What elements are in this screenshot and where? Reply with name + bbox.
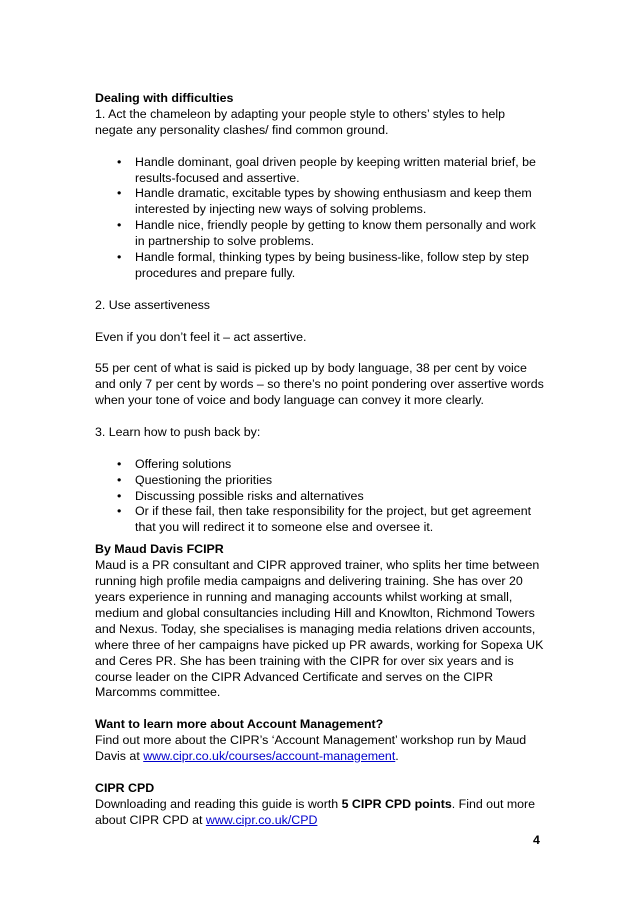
chameleon-intro: 1. Act the chameleon by adapting your people style to others’ styles to help negate any personality clashes/ find common ground.	[95, 106, 506, 137]
list-item: • Handle dominant, goal driven people by keeping written material brief, be results-focused and assertive.	[117, 154, 536, 185]
push-back-title: 3. Learn how to push back by:	[95, 424, 261, 439]
cpd-points: 5 CIPR CPD points	[341, 796, 452, 811]
cpd-paragraph: Downloading and reading this guide is worth 5 CIPR CPD points. Find out more about CIPR CPD at www.cipr.co.uk/CPD	[95, 796, 536, 827]
bullet-icon: •	[117, 218, 122, 233]
assertiveness-line: Even if you don’t feel it – act assertive.	[95, 329, 307, 344]
body-language-paragraph: 55 per cent of what is said is picked up by body language, 38 per cent by voice and only 7 per cent by words – so there’s no point pondering over assertive words when your tone of voice and body language can convey it more clearly.	[95, 361, 544, 408]
list-item: • Handle dramatic, excitable types by showing enthusiasm and keep them interested by injecting new ways of solving problems.	[117, 186, 532, 217]
bullet-icon: •	[117, 488, 122, 503]
author-bio: Maud is a PR consultant and CIPR approved trainer, who splits her time between running high profile media campaigns and delivering training. She has over 20 years experience in running and managing accounts whilst working at small, medium and global consultancies including Hill and Knowlton, Richmond Towers and Nexus. Today, she specialises is managing media relations driven accounts, where three of her campaigns have picked up PR awards, working for Sopexa UK and Ceres PR. She has been training with the CIPR for over six years and is course leader on the CIPR Advanced Certificate and serves on the CIPR Marcomms committee.	[95, 558, 544, 700]
style-bullet-list	[95, 155, 545, 282]
list-item: • Or if these fail, then take responsibility for the project, but get agreement that you will redirect it to someone else and oversee it.	[117, 504, 532, 535]
assertiveness-title: 2. Use assertiveness	[95, 297, 211, 312]
bullet-icon: •	[117, 472, 122, 487]
list-item: • Offering solutions	[117, 456, 232, 471]
section-heading-difficulties: Dealing with difficulties	[95, 91, 234, 105]
bullet-icon: •	[117, 186, 122, 201]
cpd-link[interactable]: www.cipr.co.uk/CPD	[205, 812, 318, 827]
list-item: • Handle nice, friendly people by getting to know them personally and work in partnership to solve problems.	[117, 218, 536, 249]
document-page	[95, 91, 545, 829]
learn-more-paragraph: Find out more about the CIPR’s ‘Account Management’ workshop run by Maud Davis at www.cipr.co.uk/courses/account-management.	[95, 733, 527, 764]
cpd-heading: CIPR CPD	[95, 780, 155, 795]
author-heading: By Maud Davis FCIPR	[95, 542, 224, 557]
bullet-icon: •	[117, 456, 122, 471]
bullet-icon: •	[117, 250, 122, 265]
list-item: • Handle formal, thinking types by being business-like, follow step by step procedures and prepare fully.	[117, 250, 529, 280]
bullet-icon: •	[117, 504, 122, 519]
push-back-bullet-list	[95, 457, 545, 537]
account-management-link[interactable]: www.cipr.co.uk/courses/account-management	[143, 749, 396, 764]
list-item: • Questioning the priorities	[117, 472, 273, 487]
list-item: • Discussing possible risks and alternatives	[117, 488, 364, 503]
learn-more-heading: Want to learn more about Account Management?	[95, 717, 384, 732]
bullet-icon: •	[117, 154, 122, 169]
page-number: 4	[533, 833, 540, 847]
